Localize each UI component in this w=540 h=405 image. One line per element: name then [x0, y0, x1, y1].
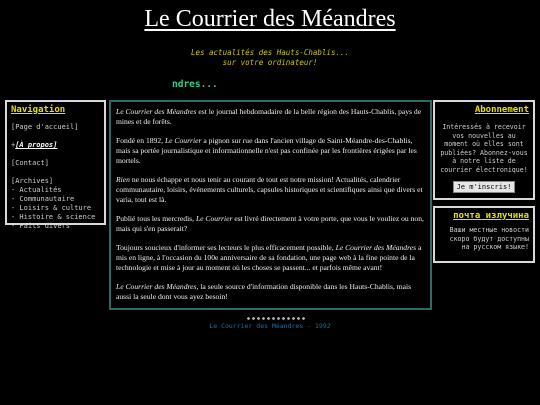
nav-link-communautaire[interactable]: - Communautaire	[11, 195, 75, 203]
nav-spacer	[11, 132, 100, 141]
paragraph-text: Publié tous les mercredis,	[116, 214, 196, 223]
newspaper-name: Le Courrier des Méandres	[116, 282, 197, 291]
subscription-panel	[433, 100, 535, 200]
paragraph-text: Toujours soucieux d'informer ses lecteurs le plus efficacement possible,	[116, 243, 336, 252]
nav-spacer	[11, 150, 100, 159]
paragraph-text: est livré directement à votre porte, que vous le vouliez ou non, mais qui s'en passerait?	[116, 214, 424, 233]
emphasis-rien: Rien	[116, 175, 130, 184]
navigation-panel	[5, 100, 106, 230]
main-content	[109, 100, 432, 310]
newspaper-name: Le Courrier des Méandres	[335, 243, 417, 252]
newspaper-name: Le Courrier	[164, 136, 202, 145]
paragraph-3	[116, 175, 425, 205]
footer-text: Le Courrier des Méandres - 1992	[209, 322, 331, 330]
paragraph-4	[116, 214, 425, 234]
paragraph-5	[116, 243, 425, 273]
nav-link-actualites[interactable]: - Actualités	[11, 186, 62, 194]
site-title: Le Courrier des Méandres	[144, 6, 396, 32]
scrolling-marquee: ndres...	[172, 79, 218, 90]
subscribe-button[interactable]: Je m'inscris!	[453, 181, 516, 193]
navigation-title: Navigation	[11, 105, 66, 115]
nav-link-contact[interactable]: [Contact]	[11, 159, 49, 167]
subscription-title: Abonnement	[474, 105, 529, 115]
paragraph-text: Fondé en 1892,	[116, 136, 165, 145]
tagline	[0, 48, 540, 68]
paragraph-2	[116, 136, 425, 166]
nav-link-apropos[interactable]: [À propos]	[15, 141, 58, 149]
nav-link-faits[interactable]: - Faits divers	[11, 222, 71, 230]
paragraph-text: a pignon sur rue dans l'ancien village de Saint-Méandre-des-Chablis, mais sa portée journalistique et informationnelle n'est pas confinée par les frontières érigées par les mortels.	[116, 136, 417, 165]
nav-link-histoire[interactable]: - Histoire & science	[11, 213, 96, 221]
paragraph-text: , la seule source d'information disponible dans les Hauts-Chablis, mais aussi la seule dont vous ayez besoin!	[116, 282, 412, 301]
paragraph-1	[116, 107, 425, 127]
paragraph-text: est le journal hebdomadaire de la belle région des Hauts-Chablis, pays de mines et de forêts.	[116, 107, 422, 126]
subscription-text: Intéressés à recevoir vos nouvelles au moment où elles sont publiées? Abonnez-vous à notre liste de courrier électronique!	[440, 123, 528, 174]
russian-title[interactable]: почта излучина	[453, 211, 529, 221]
navigation-list	[11, 123, 100, 231]
nav-spacer	[11, 168, 100, 177]
subscribe-button-row	[439, 174, 529, 193]
paragraph-text: a mis en ligne, à l'occasion du 100e anniversaire de sa fondation, une page web à la fine pointe de la technologie et mise à jour au moment où les choses se passent... et parfois même avant!	[116, 243, 422, 272]
russian-panel	[433, 206, 535, 263]
nav-link-loisirs[interactable]: - Loisirs & culture	[11, 204, 92, 212]
nav-link-accueil[interactable]: [Page d'accueil]	[11, 123, 79, 131]
newspaper-name: Le Courrier	[195, 214, 233, 223]
paragraph-text: ne nous échappe et nous tenir au courant de tout est notre mission! Actualités, calendrier communautaire, loisirs, événements culturels, capsules historiques et scientifiques ainsi que divers et varia, tout est là.	[116, 175, 423, 204]
nav-current-marker: +	[11, 141, 16, 149]
tagline-line-2: sur votre ordinateur!	[222, 58, 318, 67]
russian-text: Ваши местные новости скоро будут доступны на русском языке!	[449, 226, 529, 251]
nav-item-apropos[interactable]	[11, 141, 100, 150]
paragraph-6	[116, 282, 425, 302]
nav-link-archives[interactable]: [Archives]	[11, 177, 54, 185]
newspaper-name: Le Courrier des Méandres	[116, 107, 197, 116]
tagline-line-1: Les actualités des Hauts-Chablis...	[190, 48, 350, 57]
